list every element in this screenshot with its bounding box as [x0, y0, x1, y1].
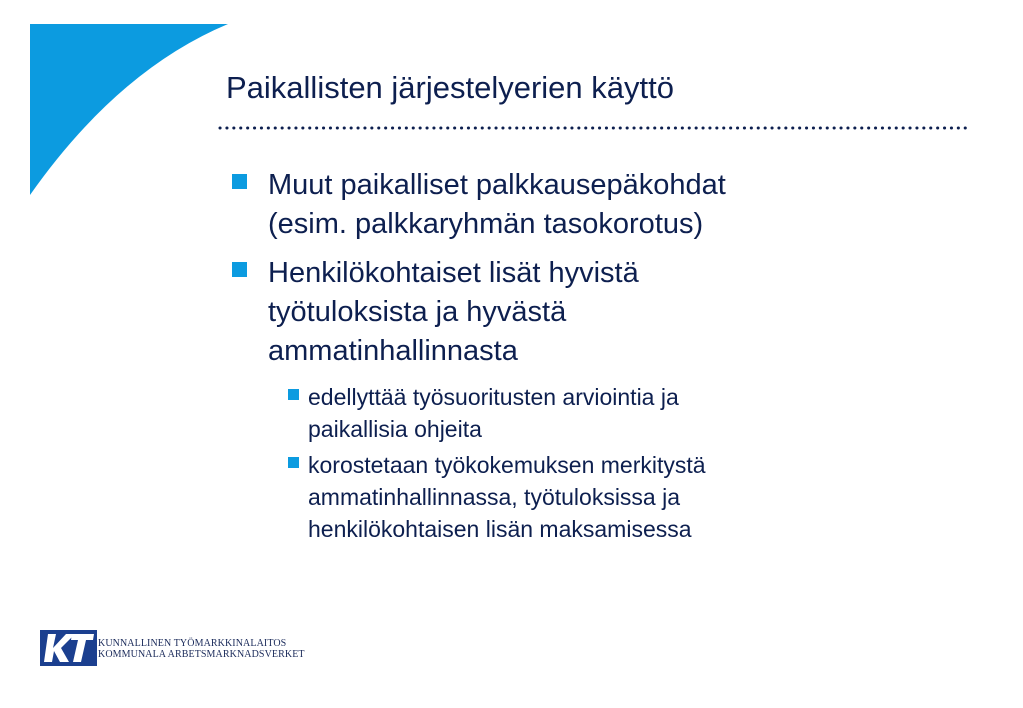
kt-logo-icon [40, 630, 97, 666]
bullet-line: paikallisia ohjeita [308, 416, 482, 442]
bullet-list [232, 166, 932, 549]
bullet-line: ammatinhallinnassa, työtuloksissa ja [308, 484, 681, 510]
bullet-item [232, 254, 932, 371]
square-bullet-icon [288, 457, 299, 468]
bullet-line: (esim. palkkaryhmän tasokorotus) [268, 208, 704, 240]
bullet-line: Henkilökohtaiset lisät hyvistä [268, 257, 639, 289]
logo-line-swedish: KOMMUNALA ARBETSMARKNADSVERKET [98, 649, 305, 660]
square-bullet-icon [232, 174, 247, 189]
bullet-line: korostetaan työkokemuksen merkitystä [308, 452, 706, 478]
bullet-line: edellyttää työsuoritusten arviointia ja [308, 384, 679, 410]
slide-title: Paikallisten järjestelyerien käyttö [226, 70, 674, 105]
logo-text [98, 638, 305, 660]
square-bullet-icon [232, 262, 247, 277]
title-dotted-divider [218, 124, 970, 132]
bullet-line: ammatinhallinnasta [268, 335, 518, 367]
sub-bullet-item [288, 449, 932, 545]
corner-decoration [0, 0, 240, 210]
organization-logo [40, 630, 340, 670]
bullet-item [232, 166, 932, 244]
logo-line-finnish: KUNNALLINEN TYÖMARKKINALAITOS [98, 638, 287, 649]
bullet-line: henkilökohtaisen lisän maksamisessa [308, 516, 692, 542]
bullet-line: Muut paikalliset palkkausepäkohdat [268, 169, 726, 201]
sub-bullet-item [288, 381, 932, 445]
square-bullet-icon [288, 389, 299, 400]
bullet-line: työtuloksista ja hyvästä [268, 296, 567, 328]
